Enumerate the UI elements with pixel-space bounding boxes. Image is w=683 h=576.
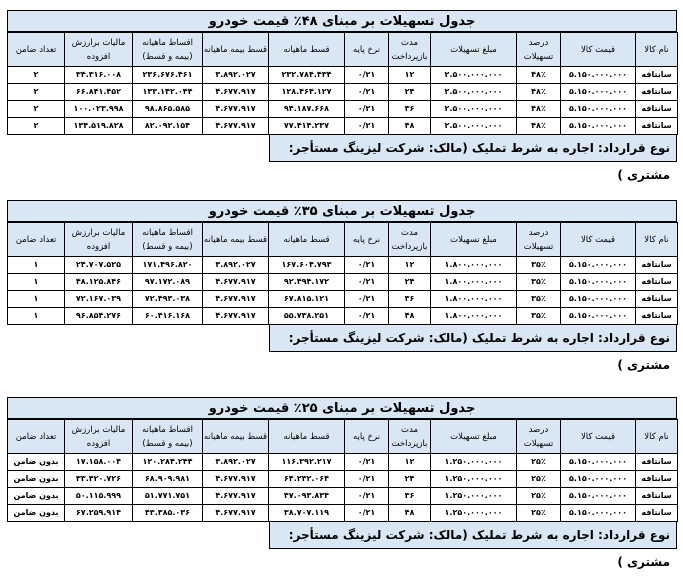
- header-base-rate: نرخ پایه: [345, 223, 389, 257]
- cell-loan-percent: ۲۵٪: [517, 488, 561, 505]
- header-product-name: نام کالا: [636, 33, 678, 67]
- cell-monthly-installment: ۱۲۸.۴۶۴.۱۲۷: [269, 84, 345, 101]
- cell-base-rate: ۰/۲۱: [345, 101, 389, 118]
- cell-base-rate: ۰/۲۱: [345, 308, 389, 325]
- cell-product-price: ۵.۱۵۰.۰۰۰.۰۰۰: [561, 101, 636, 118]
- cell-monthly-insurance: ۴.۶۷۷.۹۱۷: [203, 308, 269, 325]
- cell-product-price: ۵.۱۵۰.۰۰۰.۰۰۰: [561, 274, 636, 291]
- cell-guarantor-count: بدون ضامن: [8, 454, 65, 471]
- cell-total-monthly: ۸۲.۰۹۲.۱۵۴: [133, 118, 203, 135]
- header-guarantor-count: تعداد ضامن: [8, 33, 65, 67]
- cell-guarantor-count: ۲: [8, 101, 65, 118]
- cell-loan-percent: ۳۵٪: [517, 257, 561, 274]
- cell-vat: ۳۳.۴۲۰.۷۲۶: [65, 471, 133, 488]
- cell-repayment-period: ۴۸: [389, 118, 431, 135]
- cell-monthly-insurance: ۴.۶۷۷.۹۱۷: [203, 84, 269, 101]
- cell-guarantor-count: بدون ضامن: [8, 488, 65, 505]
- cell-loan-percent: ۴۸٪: [517, 67, 561, 84]
- cell-monthly-insurance: ۴.۶۷۷.۹۱۷: [203, 291, 269, 308]
- cell-product-price: ۵.۱۵۰.۰۰۰.۰۰۰: [561, 308, 636, 325]
- cell-product-price: ۵.۱۵۰.۰۰۰.۰۰۰: [561, 488, 636, 505]
- loan-table-35: [7, 200, 677, 372]
- cell-monthly-installment: ۹۴.۱۸۷.۶۶۸: [269, 101, 345, 118]
- header-monthly-insurance: قسط بیمه ماهیانه: [203, 33, 269, 67]
- cell-vat: ۱۳۴.۵۱۹.۸۲۸: [65, 118, 133, 135]
- cell-product-name: سانتافه: [636, 291, 678, 308]
- table-row: [8, 505, 678, 522]
- cell-base-rate: ۰/۲۱: [345, 274, 389, 291]
- cell-product-name: سانتافه: [636, 471, 678, 488]
- cell-monthly-insurance: ۳.۸۹۲.۰۲۷: [203, 67, 269, 84]
- cell-monthly-installment: ۶۷.۸۱۵.۱۲۱: [269, 291, 345, 308]
- cell-total-monthly: ۷۲.۴۹۳.۰۳۸: [133, 291, 203, 308]
- table-title: جدول تسهیلات بر مبنای ۳۵٪ قیمت خودرو: [7, 200, 677, 222]
- cell-base-rate: ۰/۲۱: [345, 471, 389, 488]
- header-vat: مالیات برارزش افزوده: [65, 223, 133, 257]
- header-vat: مالیات برارزش افزوده: [65, 33, 133, 67]
- table-row: [8, 84, 678, 101]
- cell-product-name: سانتافه: [636, 118, 678, 135]
- cell-monthly-insurance: ۴.۶۷۷.۹۱۷: [203, 274, 269, 291]
- cell-loan-amount: ۱.۸۰۰.۰۰۰.۰۰۰: [431, 291, 517, 308]
- cell-loan-amount: ۱.۸۰۰.۰۰۰.۰۰۰: [431, 257, 517, 274]
- table-row: [8, 291, 678, 308]
- cell-product-price: ۵.۱۵۰.۰۰۰.۰۰۰: [561, 505, 636, 522]
- loan-table-25: [7, 397, 677, 569]
- header-guarantor-count: تعداد ضامن: [8, 420, 65, 454]
- cell-total-monthly: ۶۸.۹۰۹.۹۸۱: [133, 471, 203, 488]
- cell-monthly-insurance: ۴.۶۷۷.۹۱۷: [203, 101, 269, 118]
- cell-repayment-period: ۴۸: [389, 308, 431, 325]
- header-monthly-installment: قسط ماهیانه: [269, 420, 345, 454]
- cell-loan-percent: ۴۸٪: [517, 118, 561, 135]
- header-repayment-period: مدت بازپرداخت: [389, 420, 431, 454]
- cell-product-price: ۵.۱۵۰.۰۰۰.۰۰۰: [561, 257, 636, 274]
- cell-product-name: سانتافه: [636, 257, 678, 274]
- table-row: [8, 257, 678, 274]
- cell-total-monthly: ۱۳۳.۱۴۲.۰۴۴: [133, 84, 203, 101]
- table-title: جدول تسهیلات بر مبنای ۴۸٪ قیمت خودرو: [7, 10, 677, 32]
- cell-product-price: ۵.۱۵۰.۰۰۰.۰۰۰: [561, 454, 636, 471]
- cell-product-name: سانتافه: [636, 505, 678, 522]
- table-row: [8, 274, 678, 291]
- header-monthly-installment: قسط ماهیانه: [269, 223, 345, 257]
- header-repayment-period: مدت بازپرداخت: [389, 33, 431, 67]
- cell-loan-percent: ۴۸٪: [517, 84, 561, 101]
- header-loan-percent: درصد تسهیلات: [517, 420, 561, 454]
- cell-monthly-installment: ۱۶۷.۶۰۴.۷۹۳: [269, 257, 345, 274]
- cell-product-price: ۵.۱۵۰.۰۰۰.۰۰۰: [561, 118, 636, 135]
- cell-loan-percent: ۴۸٪: [517, 101, 561, 118]
- cell-loan-amount: ۱.۲۵۰.۰۰۰.۰۰۰: [431, 505, 517, 522]
- cell-loan-amount: ۱.۲۵۰.۰۰۰.۰۰۰: [431, 454, 517, 471]
- header-loan-amount: مبلغ تسهیلات: [431, 420, 517, 454]
- cell-monthly-insurance: ۴.۶۷۷.۹۱۷: [203, 118, 269, 135]
- cell-product-name: سانتافه: [636, 308, 678, 325]
- header-product-name: نام کالا: [636, 223, 678, 257]
- cell-monthly-installment: ۵۵.۷۳۸.۲۵۱: [269, 308, 345, 325]
- cell-product-name: سانتافه: [636, 454, 678, 471]
- cell-base-rate: ۰/۲۱: [345, 118, 389, 135]
- cell-base-rate: ۰/۲۱: [345, 488, 389, 505]
- cell-loan-amount: ۲.۵۰۰.۰۰۰.۰۰۰: [431, 84, 517, 101]
- cell-repayment-period: ۳۶: [389, 488, 431, 505]
- cell-guarantor-count: بدون ضامن: [8, 471, 65, 488]
- cell-vat: ۱۷.۱۵۸.۰۰۴: [65, 454, 133, 471]
- cell-base-rate: ۰/۲۱: [345, 454, 389, 471]
- loan-table-48: [7, 10, 677, 182]
- cell-guarantor-count: ۱: [8, 308, 65, 325]
- table-row: [8, 118, 678, 135]
- cell-repayment-period: ۲۴: [389, 84, 431, 101]
- cell-vat: ۵۰.۱۱۵.۹۹۹: [65, 488, 133, 505]
- header-product-name: نام کالا: [636, 420, 678, 454]
- cell-loan-percent: ۲۵٪: [517, 471, 561, 488]
- cell-total-monthly: ۲۳۶.۶۷۶.۴۶۱: [133, 67, 203, 84]
- table-row: [8, 471, 678, 488]
- cell-repayment-period: ۲۴: [389, 274, 431, 291]
- cell-total-monthly: ۱۲۰.۲۸۴.۲۴۴: [133, 454, 203, 471]
- cell-monthly-installment: ۱۱۶.۳۹۲.۲۱۷: [269, 454, 345, 471]
- cell-loan-percent: ۲۵٪: [517, 505, 561, 522]
- cell-loan-amount: ۱.۸۰۰.۰۰۰.۰۰۰: [431, 274, 517, 291]
- cell-loan-amount: ۲.۵۰۰.۰۰۰.۰۰۰: [431, 101, 517, 118]
- cell-base-rate: ۰/۲۱: [345, 505, 389, 522]
- cell-product-name: سانتافه: [636, 67, 678, 84]
- cell-vat: ۳۴.۳۱۶.۰۰۸: [65, 67, 133, 84]
- header-product-price: قیمت کالا: [561, 420, 636, 454]
- cell-total-monthly: ۵۱.۷۷۱.۷۵۱: [133, 488, 203, 505]
- cell-loan-percent: ۳۵٪: [517, 274, 561, 291]
- cell-vat: ۴۸.۱۲۵.۸۴۶: [65, 274, 133, 291]
- header-vat: مالیات برارزش افزوده: [65, 420, 133, 454]
- cell-vat: ۲۴.۷۰۷.۵۲۵: [65, 257, 133, 274]
- cell-repayment-period: ۱۲: [389, 257, 431, 274]
- cell-monthly-installment: ۳۸.۷۰۷.۱۱۹: [269, 505, 345, 522]
- installment-table: [7, 222, 678, 325]
- header-loan-amount: مبلغ تسهیلات: [431, 33, 517, 67]
- header-total-monthly: اقساط ماهیانه (بیمه و قسط): [133, 420, 203, 454]
- cell-base-rate: ۰/۲۱: [345, 257, 389, 274]
- installment-table: [7, 419, 678, 522]
- cell-total-monthly: ۹۸.۸۶۵.۵۸۵: [133, 101, 203, 118]
- header-total-monthly: اقساط ماهیانه (بیمه و قسط): [133, 223, 203, 257]
- cell-repayment-period: ۱۲: [389, 454, 431, 471]
- header-product-price: قیمت کالا: [561, 223, 636, 257]
- cell-repayment-period: ۴۸: [389, 505, 431, 522]
- table-title: جدول تسهیلات بر مبنای ۲۵٪ قیمت خودرو: [7, 397, 677, 419]
- cell-guarantor-count: ۲: [8, 118, 65, 135]
- cell-loan-amount: ۱.۲۵۰.۰۰۰.۰۰۰: [431, 471, 517, 488]
- table-row: [8, 67, 678, 84]
- cell-product-price: ۵.۱۵۰.۰۰۰.۰۰۰: [561, 84, 636, 101]
- cell-product-name: سانتافه: [636, 274, 678, 291]
- header-loan-percent: درصد تسهیلات: [517, 223, 561, 257]
- cell-loan-percent: ۳۵٪: [517, 291, 561, 308]
- cell-loan-percent: ۳۵٪: [517, 308, 561, 325]
- cell-vat: ۹۶.۸۵۴.۲۷۶: [65, 308, 133, 325]
- cell-loan-amount: ۱.۲۵۰.۰۰۰.۰۰۰: [431, 488, 517, 505]
- cell-vat: ۱۰۰.۰۲۳.۹۹۸: [65, 101, 133, 118]
- cell-guarantor-count: ۱: [8, 257, 65, 274]
- cell-vat: ۷۲.۱۶۷.۰۳۹: [65, 291, 133, 308]
- cell-monthly-insurance: ۴.۶۷۷.۹۱۷: [203, 505, 269, 522]
- header-product-price: قیمت کالا: [561, 33, 636, 67]
- cell-loan-amount: ۱.۸۰۰.۰۰۰.۰۰۰: [431, 308, 517, 325]
- header-repayment-period: مدت بازپرداخت: [389, 223, 431, 257]
- header-guarantor-count: تعداد ضامن: [8, 223, 65, 257]
- header-base-rate: نرخ پایه: [345, 420, 389, 454]
- cell-product-name: سانتافه: [636, 101, 678, 118]
- cell-guarantor-count: ۱: [8, 274, 65, 291]
- cell-guarantor-count: ۲: [8, 67, 65, 84]
- cell-monthly-insurance: ۳.۸۹۲.۰۲۷: [203, 257, 269, 274]
- cell-repayment-period: ۱۲: [389, 67, 431, 84]
- cell-base-rate: ۰/۲۱: [345, 84, 389, 101]
- installment-table: [7, 32, 678, 135]
- cell-vat: ۶۶.۸۴۱.۴۵۲: [65, 84, 133, 101]
- header-monthly-installment: قسط ماهیانه: [269, 33, 345, 67]
- cell-total-monthly: ۹۷.۱۷۲.۰۸۹: [133, 274, 203, 291]
- cell-product-price: ۵.۱۵۰.۰۰۰.۰۰۰: [561, 67, 636, 84]
- cell-monthly-installment: ۴۷.۰۹۳.۸۳۴: [269, 488, 345, 505]
- cell-total-monthly: ۴۳.۳۸۵.۰۳۶: [133, 505, 203, 522]
- table-row: [8, 488, 678, 505]
- table-row: [8, 101, 678, 118]
- cell-loan-amount: ۲.۵۰۰.۰۰۰.۰۰۰: [431, 118, 517, 135]
- header-monthly-insurance: قسط بیمه ماهیانه: [203, 420, 269, 454]
- header-monthly-insurance: قسط بیمه ماهیانه: [203, 223, 269, 257]
- cell-loan-amount: ۲.۵۰۰.۰۰۰.۰۰۰: [431, 67, 517, 84]
- cell-product-name: سانتافه: [636, 488, 678, 505]
- contract-type-note: نوع قرارداد: اجاره به شرط تملیک (مالک: شرکت لیزینگ مستأجر: مشتری ): [269, 325, 677, 352]
- cell-repayment-period: ۳۶: [389, 101, 431, 118]
- table-row: [8, 308, 678, 325]
- cell-repayment-period: ۲۴: [389, 471, 431, 488]
- cell-product-price: ۵.۱۵۰.۰۰۰.۰۰۰: [561, 471, 636, 488]
- cell-monthly-insurance: ۴.۶۷۷.۹۱۷: [203, 488, 269, 505]
- cell-monthly-installment: ۷۷.۴۱۴.۲۳۷: [269, 118, 345, 135]
- cell-product-name: سانتافه: [636, 84, 678, 101]
- cell-guarantor-count: ۱: [8, 291, 65, 308]
- cell-monthly-installment: ۲۳۲.۷۸۴.۴۳۴: [269, 67, 345, 84]
- cell-base-rate: ۰/۲۱: [345, 67, 389, 84]
- cell-loan-percent: ۲۵٪: [517, 454, 561, 471]
- header-loan-percent: درصد تسهیلات: [517, 33, 561, 67]
- cell-total-monthly: ۶۰.۴۱۶.۱۶۸: [133, 308, 203, 325]
- cell-vat: ۶۷.۲۵۹.۹۱۴: [65, 505, 133, 522]
- cell-monthly-installment: ۹۲.۴۹۴.۱۷۲: [269, 274, 345, 291]
- cell-guarantor-count: بدون ضامن: [8, 505, 65, 522]
- header-total-monthly: اقساط ماهیانه (بیمه و قسط): [133, 33, 203, 67]
- cell-repayment-period: ۳۶: [389, 291, 431, 308]
- cell-monthly-installment: ۶۴.۲۳۲.۰۶۴: [269, 471, 345, 488]
- cell-product-price: ۵.۱۵۰.۰۰۰.۰۰۰: [561, 291, 636, 308]
- header-loan-amount: مبلغ تسهیلات: [431, 223, 517, 257]
- cell-monthly-insurance: ۳.۸۹۲.۰۲۷: [203, 454, 269, 471]
- contract-type-note: نوع قرارداد: اجاره به شرط تملیک (مالک: شرکت لیزینگ مستأجر: مشتری ): [269, 135, 677, 162]
- cell-monthly-insurance: ۴.۶۷۷.۹۱۷: [203, 471, 269, 488]
- header-base-rate: نرخ پایه: [345, 33, 389, 67]
- contract-type-note: نوع قرارداد: اجاره به شرط تملیک (مالک: شرکت لیزینگ مستأجر: مشتری ): [269, 522, 677, 549]
- cell-total-monthly: ۱۷۱.۴۹۶.۸۲۰: [133, 257, 203, 274]
- cell-base-rate: ۰/۲۱: [345, 291, 389, 308]
- cell-guarantor-count: ۲: [8, 84, 65, 101]
- table-row: [8, 454, 678, 471]
